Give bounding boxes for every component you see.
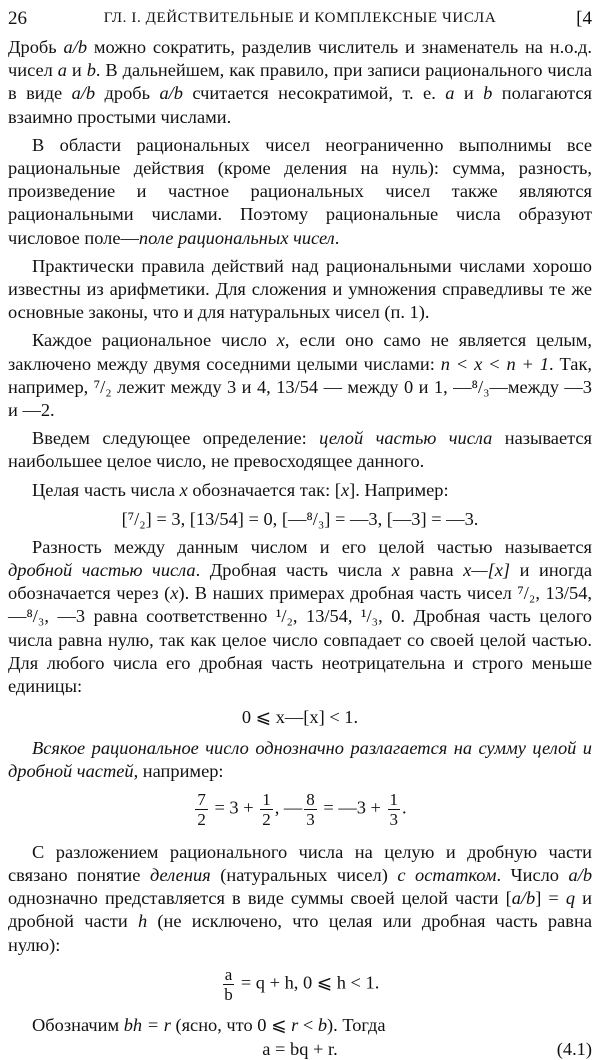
fraction-1-2: $\frac{1}{2}$ xyxy=(262,789,271,829)
paragraph-1: Дробь a/b можно сократить, разделив числитель и знаменатель на н.о.д. чисел a и b. В дальнейшем, как правило, при записи рационального числа в виде a/b дробь a/b считается несократимой, т. е. a и b полагаются взаимно простыми числами. xyxy=(8,37,592,127)
formula-decomposition: $\frac{7}{2}$ = 3 + $\frac{1}{2}$ , — $\frac{8}{3}$ = —3 + $\frac{1}{3}$ . xyxy=(197,789,407,829)
paragraph-6: Целая часть числа x обозначается так: [x]. Например: xyxy=(32,479,449,500)
paragraph-3: Практически правила действий над рациональными числами хорошо известны из арифметики. Для сложения и умножения справедливы те же основные законы, что и для натуральных чисел (п. 1). xyxy=(8,255,592,323)
formula-division-with-remainder xyxy=(8,1039,592,1060)
paragraph-2: В области рациональных чисел неограниченно выполнимы все рациональные действия (кроме деления на нуль): сумма, разность, произведение и частное рациональных чисел также являются рациональными числами. Поэтому рациональные числа образуют числовое поле—поле рациональных чисел. xyxy=(8,134,592,248)
book-page xyxy=(8,6,592,1060)
section-number: [4 xyxy=(576,8,592,29)
equation-number: (4.1) xyxy=(556,1038,592,1059)
fraction-1-3: $\frac{1}{3}$ xyxy=(389,789,399,829)
paragraph-8: Всякое рациональное число однозначно разлагается на сумму целой и дробной частей, например: xyxy=(8,738,592,782)
paragraph-4: Каждое рациональное число x, если оно само не является целым, заключено между двумя соседними целыми числами: n < x < n + 1. Так, например, ⁷/₂ лежит между 3 и 4, 13/54 — между 0 и 1, —⁸/₃—между —3 и —2. xyxy=(8,330,592,421)
formula-quotient: $\frac{a}{b}$ = q + h, 0 ⩽ h < 1. xyxy=(224,964,380,1004)
running-header xyxy=(8,6,592,36)
paragraph-5: Введем следующее определение: целой частью числа называется наибольшее целое число, не превосходящее данного. xyxy=(8,428,592,472)
page-number: 26 xyxy=(8,8,27,29)
fraction-a-b: $\frac{a}{b}$ xyxy=(224,964,233,1004)
equation: a = bq + r. xyxy=(262,1038,338,1059)
chapter-title: ГЛ. I. ДЕЙСТВИТЕЛЬНЫЕ И КОМПЛЕКСНЫЕ ЧИСЛА xyxy=(103,10,497,26)
paragraph-10: Обозначим bh = r (ясно, что 0 ⩽ r < b). Тогда xyxy=(32,1014,386,1035)
formula-fractional-bound: 0 ⩽ x—[x] < 1. xyxy=(241,707,359,728)
paragraph-9: С разложением рационального числа на целую и дробную части связано понятие деления (натуральных чисел) с остатком. Число a/b однозначно представляется в виде суммы своей целой части [a/b] = q и дробной части h (не исключено, что целая или дробная часть равна нулю): xyxy=(8,841,593,955)
fraction-7-2: $\frac{7}{2}$ xyxy=(197,789,206,829)
formula-integer-part: [⁷/₂] = 3, [13/54] = 0, [—⁸/₃] = —3, [—3] = —3. xyxy=(121,508,479,529)
paragraph-7: Разность между данным числом и его целой частью называется дробной частью числа. Дробная часть числа x равна x—[x] и иногда обозначается через (x). В наших примерах дробная часть чисел ⁷/₂, 13/54, —⁸/₃, —3 равна соответственно ¹/₂, 13/54, ¹/₃, 0. Дробная часть целого числа равна нулю, так как целое число совпадает со своей целой частью. Для любого числа его дробная часть неотрицательна и строго меньше единицы: xyxy=(8,536,593,697)
fraction-8-3: $\frac{8}{3}$ xyxy=(306,789,315,829)
